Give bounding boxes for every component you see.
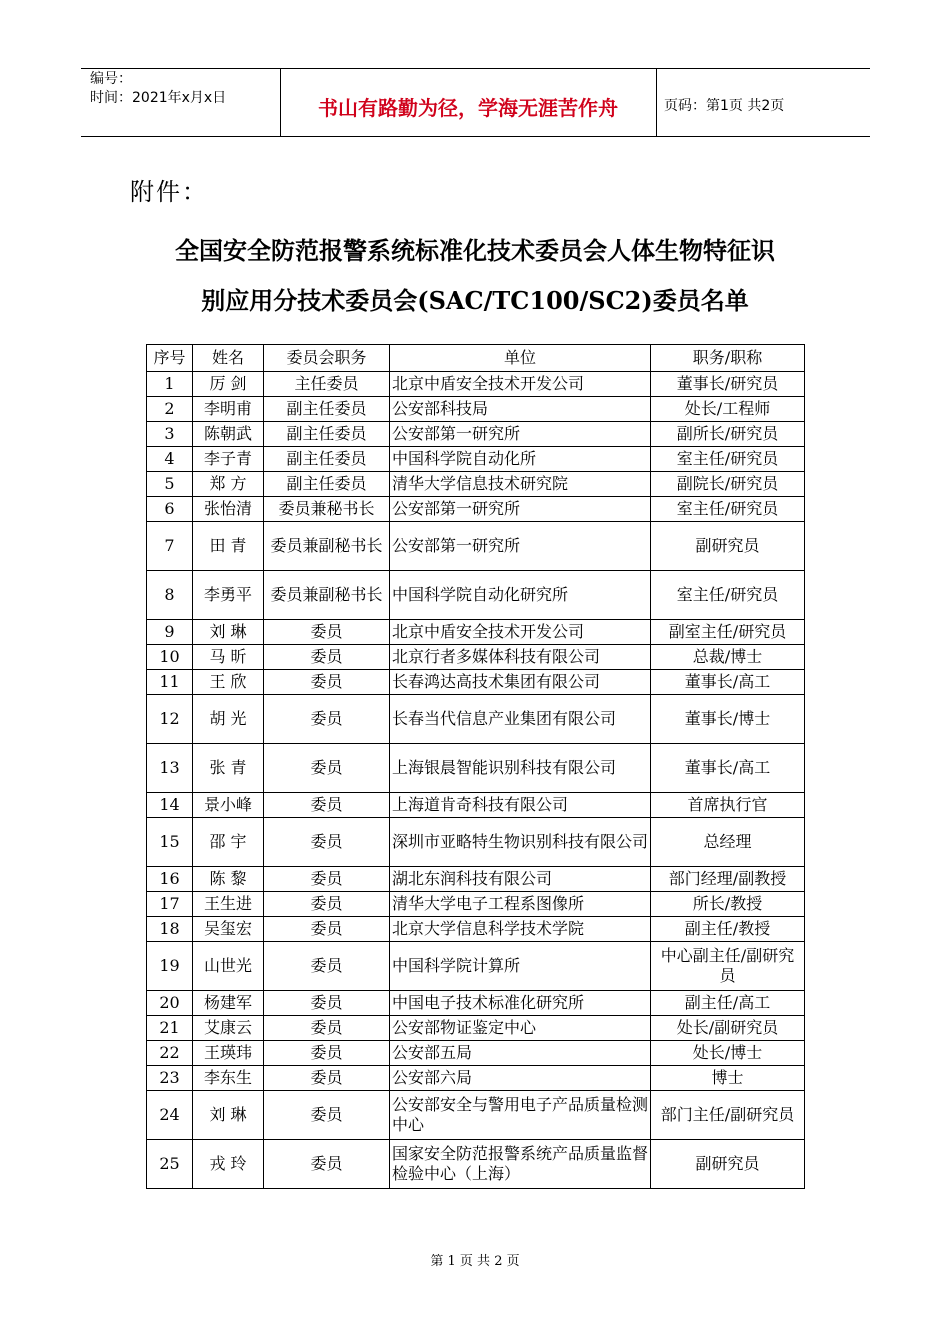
member-unit: 公安部五局 xyxy=(390,1041,651,1066)
member-table xyxy=(146,344,805,1189)
member-unit: 清华大学信息技术研究院 xyxy=(390,472,651,497)
member-unit: 公安部科技局 xyxy=(390,397,651,422)
header-motto: 书山有路勤为径，学海无涯苦作舟 xyxy=(318,96,618,120)
row-number: 4 xyxy=(147,447,193,472)
committee-role: 委员 xyxy=(264,942,390,991)
member-unit: 国家安全防范报警系统产品质量监督检验中心（上海） xyxy=(390,1140,651,1189)
member-title: 处长/工程师 xyxy=(651,397,805,422)
member-unit: 公安部第一研究所 xyxy=(390,497,651,522)
committee-role: 委员兼副秘书长 xyxy=(264,522,390,571)
member-title: 室主任/研究员 xyxy=(651,497,805,522)
row-number: 5 xyxy=(147,472,193,497)
table-row xyxy=(147,1016,805,1041)
table-row xyxy=(147,942,805,991)
row-number: 20 xyxy=(147,991,193,1016)
member-title: 处长/副研究员 xyxy=(651,1016,805,1041)
committee-role: 副主任委员 xyxy=(264,447,390,472)
member-title: 董事长/高工 xyxy=(651,744,805,793)
member-title: 副所长/研究员 xyxy=(651,422,805,447)
row-number: 22 xyxy=(147,1041,193,1066)
member-title: 中心副主任/副研究员 xyxy=(651,942,805,991)
row-number: 16 xyxy=(147,867,193,892)
row-number: 1 xyxy=(147,372,193,397)
member-name: 马 昕 xyxy=(193,645,264,670)
row-number: 13 xyxy=(147,744,193,793)
member-unit: 长春鸿达高技术集团有限公司 xyxy=(390,670,651,695)
member-name: 王生进 xyxy=(193,892,264,917)
member-unit: 清华大学电子工程系图像所 xyxy=(390,892,651,917)
table-row xyxy=(147,447,805,472)
member-unit: 中国科学院自动化研究所 xyxy=(390,571,651,620)
member-title: 处长/博士 xyxy=(651,1041,805,1066)
member-unit: 公安部六局 xyxy=(390,1066,651,1091)
member-unit: 北京中盾安全技术开发公司 xyxy=(390,372,651,397)
member-unit: 深圳市亚略特生物识别科技有限公司 xyxy=(390,818,651,867)
member-name: 厉 剑 xyxy=(193,372,264,397)
member-title: 总经理 xyxy=(651,818,805,867)
committee-role: 委员 xyxy=(264,695,390,744)
member-name: 张 青 xyxy=(193,744,264,793)
row-number: 25 xyxy=(147,1140,193,1189)
table-row xyxy=(147,645,805,670)
header-meta xyxy=(90,70,226,108)
header-page-info: 页码：第1页 共2页 xyxy=(664,98,785,114)
member-title: 室主任/研究员 xyxy=(651,571,805,620)
row-number: 17 xyxy=(147,892,193,917)
member-title: 董事长/博士 xyxy=(651,695,805,744)
committee-role: 委员 xyxy=(264,645,390,670)
member-name: 陈 黎 xyxy=(193,867,264,892)
member-name: 田 青 xyxy=(193,522,264,571)
row-number: 12 xyxy=(147,695,193,744)
header-top-rule xyxy=(81,68,870,69)
committee-role: 委员 xyxy=(264,917,390,942)
member-name: 景小峰 xyxy=(193,793,264,818)
table-row xyxy=(147,818,805,867)
committee-role: 委员兼副秘书长 xyxy=(264,571,390,620)
table-row xyxy=(147,620,805,645)
committee-role: 委员 xyxy=(264,1140,390,1189)
row-number: 15 xyxy=(147,818,193,867)
member-name: 王 欣 xyxy=(193,670,264,695)
member-title: 所长/教授 xyxy=(651,892,805,917)
member-name: 王瑛玮 xyxy=(193,1041,264,1066)
member-name: 李明甫 xyxy=(193,397,264,422)
table-row xyxy=(147,571,805,620)
row-number: 7 xyxy=(147,522,193,571)
table-row xyxy=(147,1041,805,1066)
row-number: 23 xyxy=(147,1066,193,1091)
table-row xyxy=(147,397,805,422)
table-row xyxy=(147,372,805,397)
member-name: 刘 琳 xyxy=(193,620,264,645)
member-unit: 长春当代信息产业集团有限公司 xyxy=(390,695,651,744)
member-title: 副研究员 xyxy=(651,1140,805,1189)
table-row xyxy=(147,1140,805,1189)
committee-role: 委员 xyxy=(264,744,390,793)
member-unit: 北京中盾安全技术开发公司 xyxy=(390,620,651,645)
member-name: 邵 宇 xyxy=(193,818,264,867)
header-no: 序号 xyxy=(147,345,193,372)
member-title: 部门主任/副研究员 xyxy=(651,1091,805,1140)
member-unit: 公安部第一研究所 xyxy=(390,522,651,571)
member-title: 副主任/教授 xyxy=(651,917,805,942)
header-code-label: 编号： xyxy=(90,71,132,87)
header-name: 姓名 xyxy=(193,345,264,372)
header-bottom-rule xyxy=(81,136,870,137)
table-row xyxy=(147,522,805,571)
member-unit: 公安部第一研究所 xyxy=(390,422,651,447)
member-unit: 公安部安全与警用电子产品质量检测中心 xyxy=(390,1091,651,1140)
member-name: 艾康云 xyxy=(193,1016,264,1041)
member-title: 总裁/博士 xyxy=(651,645,805,670)
table-row xyxy=(147,991,805,1016)
member-title: 副研究员 xyxy=(651,522,805,571)
table-row xyxy=(147,472,805,497)
member-unit: 北京行者多媒体科技有限公司 xyxy=(390,645,651,670)
committee-role: 委员 xyxy=(264,670,390,695)
member-name: 郑 方 xyxy=(193,472,264,497)
member-title: 副室主任/研究员 xyxy=(651,620,805,645)
committee-role: 委员 xyxy=(264,1041,390,1066)
row-number: 10 xyxy=(147,645,193,670)
row-number: 3 xyxy=(147,422,193,447)
row-number: 2 xyxy=(147,397,193,422)
committee-role: 委员 xyxy=(264,991,390,1016)
header-divider xyxy=(280,68,281,136)
table-row xyxy=(147,892,805,917)
committee-role: 委员 xyxy=(264,793,390,818)
table-row xyxy=(147,793,805,818)
member-title: 副院长/研究员 xyxy=(651,472,805,497)
committee-role: 副主任委员 xyxy=(264,422,390,447)
member-unit: 湖北东润科技有限公司 xyxy=(390,867,651,892)
row-number: 21 xyxy=(147,1016,193,1041)
row-number: 18 xyxy=(147,917,193,942)
committee-role: 副主任委员 xyxy=(264,397,390,422)
member-name: 张怡清 xyxy=(193,497,264,522)
table-row xyxy=(147,744,805,793)
member-name: 李勇平 xyxy=(193,571,264,620)
member-title: 博士 xyxy=(651,1066,805,1091)
table-row xyxy=(147,1091,805,1140)
row-number: 8 xyxy=(147,571,193,620)
committee-role: 副主任委员 xyxy=(264,472,390,497)
committee-role: 委员 xyxy=(264,818,390,867)
member-name: 山世光 xyxy=(193,942,264,991)
committee-role: 主任委员 xyxy=(264,372,390,397)
committee-role: 委员 xyxy=(264,1016,390,1041)
member-unit: 中国科学院计算所 xyxy=(390,942,651,991)
table-row xyxy=(147,1066,805,1091)
committee-role: 委员 xyxy=(264,892,390,917)
committee-role: 委员兼秘书长 xyxy=(264,497,390,522)
row-number: 24 xyxy=(147,1091,193,1140)
member-title: 董事长/高工 xyxy=(651,670,805,695)
member-unit: 中国科学院自动化所 xyxy=(390,447,651,472)
member-title: 室主任/研究员 xyxy=(651,447,805,472)
header-role: 委员会职务 xyxy=(264,345,390,372)
member-unit: 公安部物证鉴定中心 xyxy=(390,1016,651,1041)
member-unit: 上海银晨智能识别科技有限公司 xyxy=(390,744,651,793)
row-number: 9 xyxy=(147,620,193,645)
member-title: 首席执行官 xyxy=(651,793,805,818)
row-number: 11 xyxy=(147,670,193,695)
header-time-label: 时间：2021年x月x日 xyxy=(90,90,227,106)
member-unit: 北京大学信息科学技术学院 xyxy=(390,917,651,942)
document-title xyxy=(110,226,840,326)
member-name: 陈朝武 xyxy=(193,422,264,447)
table-row xyxy=(147,917,805,942)
header-title: 职务/职称 xyxy=(651,345,805,372)
attachment-label: 附件： xyxy=(130,178,208,206)
row-number: 14 xyxy=(147,793,193,818)
member-title: 副主任/高工 xyxy=(651,991,805,1016)
member-unit: 中国电子技术标准化研究所 xyxy=(390,991,651,1016)
committee-role: 委员 xyxy=(264,867,390,892)
member-unit: 上海道肯奇科技有限公司 xyxy=(390,793,651,818)
member-name: 李子青 xyxy=(193,447,264,472)
member-name: 吴玺宏 xyxy=(193,917,264,942)
committee-role: 委员 xyxy=(264,1066,390,1091)
member-name: 刘 琳 xyxy=(193,1091,264,1140)
row-number: 6 xyxy=(147,497,193,522)
table-row xyxy=(147,422,805,447)
table-row xyxy=(147,867,805,892)
header-unit: 单位 xyxy=(390,345,651,372)
member-title: 董事长/研究员 xyxy=(651,372,805,397)
row-number: 19 xyxy=(147,942,193,991)
table-body xyxy=(147,372,805,1189)
member-name: 杨建军 xyxy=(193,991,264,1016)
member-name: 李东生 xyxy=(193,1066,264,1091)
table-row xyxy=(147,670,805,695)
title-line-1: 全国安全防范报警系统标准化技术委员会人体生物特征识 xyxy=(175,236,775,265)
title-line-2: 别应用分技术委员会(SAC/TC100/SC2)委员名单 xyxy=(201,286,749,315)
member-title: 部门经理/副教授 xyxy=(651,867,805,892)
table-row xyxy=(147,497,805,522)
table-header-row xyxy=(147,345,805,372)
committee-role: 委员 xyxy=(264,620,390,645)
member-name: 戎 玲 xyxy=(193,1140,264,1189)
committee-role: 委员 xyxy=(264,1091,390,1140)
page-footer: 第 1 页 共 2 页 xyxy=(430,1254,520,1269)
table-row xyxy=(147,695,805,744)
header-divider xyxy=(656,68,657,136)
member-name: 胡 光 xyxy=(193,695,264,744)
